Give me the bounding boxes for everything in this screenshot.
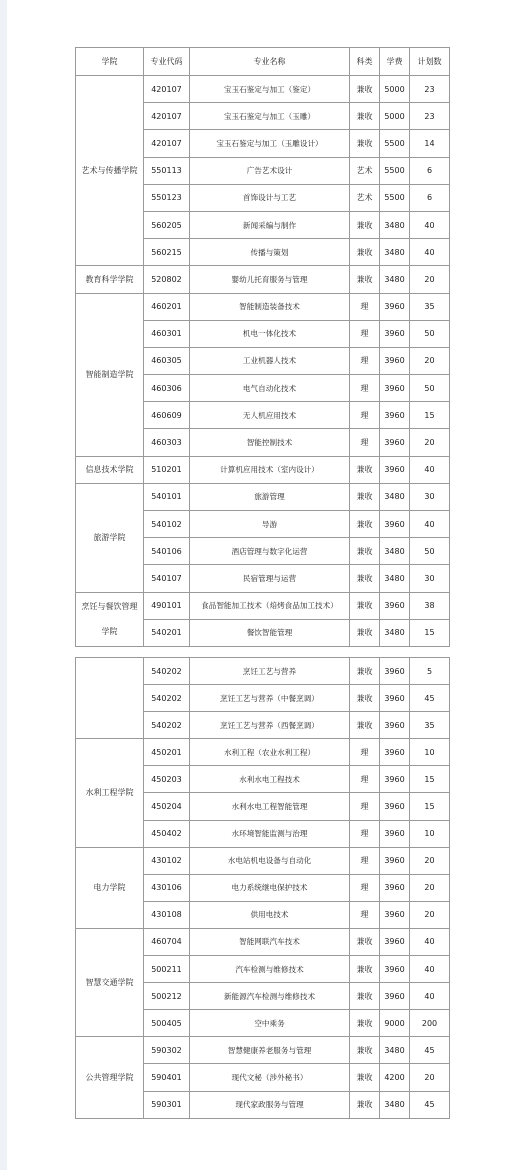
major-code-cell: 460609 (144, 402, 190, 429)
major-name-cell: 电力系统继电保护技术 (190, 874, 350, 901)
plan-count-cell: 40 (410, 956, 450, 983)
major-name-cell: 现代文秘（涉外秘书） (190, 1064, 350, 1091)
major-code-cell: 520802 (144, 266, 190, 293)
college-cell: 信息技术学院 (76, 456, 144, 483)
subject-type-cell: 兼收 (350, 983, 380, 1010)
subject-type-cell: 兼收 (350, 658, 380, 685)
subject-type-cell: 理 (350, 766, 380, 793)
table-row (76, 1037, 450, 1064)
major-code-cell: 590401 (144, 1064, 190, 1091)
major-name-cell: 新闻采编与制作 (190, 211, 350, 238)
major-code-cell: 540106 (144, 538, 190, 565)
tuition-cell: 5500 (380, 157, 410, 184)
major-name-cell: 首饰设计与工艺 (190, 184, 350, 211)
table-row (76, 266, 450, 293)
plan-count-cell: 40 (410, 456, 450, 483)
subject-type-cell: 理 (350, 429, 380, 456)
major-name-cell: 酒店管理与数字化运营 (190, 538, 350, 565)
plan-count-cell: 45 (410, 1037, 450, 1064)
college-cell: 电力学院 (76, 847, 144, 928)
major-name-cell: 电气自动化技术 (190, 375, 350, 402)
header-tuition: 学费 (380, 48, 410, 76)
plan-count-cell: 20 (410, 901, 450, 928)
subject-type-cell: 理 (350, 793, 380, 820)
table-row (76, 658, 450, 685)
tuition-cell: 3960 (380, 402, 410, 429)
subject-type-cell: 兼收 (350, 76, 380, 103)
major-code-cell: 560215 (144, 239, 190, 266)
tuition-cell: 5000 (380, 103, 410, 130)
tuition-cell: 5500 (380, 130, 410, 157)
major-name-cell: 水环境智能监测与治理 (190, 820, 350, 847)
subject-type-cell: 兼收 (350, 685, 380, 712)
college-cell: 烹饪与餐饮管理学院 (76, 592, 144, 646)
tuition-cell: 3960 (380, 375, 410, 402)
header-subject-type: 科类 (350, 48, 380, 76)
subject-type-cell: 理 (350, 347, 380, 374)
plan-count-cell: 20 (410, 1064, 450, 1091)
subject-type-cell: 艺术 (350, 184, 380, 211)
plan-count-cell: 40 (410, 211, 450, 238)
tuition-cell: 3960 (380, 983, 410, 1010)
major-code-cell: 460305 (144, 347, 190, 374)
major-code-cell: 450201 (144, 739, 190, 766)
major-name-cell: 餐饮智能管理 (190, 619, 350, 646)
plan-count-cell: 5 (410, 658, 450, 685)
subject-type-cell: 兼收 (350, 1010, 380, 1037)
major-code-cell: 540202 (144, 685, 190, 712)
major-code-cell: 540101 (144, 483, 190, 510)
tuition-cell: 3960 (380, 293, 410, 320)
tuition-cell: 3480 (380, 565, 410, 592)
tuition-cell: 3480 (380, 239, 410, 266)
major-name-cell: 供用电技术 (190, 901, 350, 928)
major-name-cell: 机电一体化技术 (190, 320, 350, 347)
major-code-cell: 430102 (144, 847, 190, 874)
major-code-cell: 450402 (144, 820, 190, 847)
college-cell (76, 658, 144, 739)
tuition-cell: 5000 (380, 76, 410, 103)
major-code-cell: 490101 (144, 592, 190, 619)
major-code-cell: 500405 (144, 1010, 190, 1037)
college-cell: 智慧交通学院 (76, 928, 144, 1036)
subject-type-cell: 兼收 (350, 592, 380, 619)
tuition-cell: 3960 (380, 739, 410, 766)
subject-type-cell: 兼收 (350, 211, 380, 238)
subject-type-cell: 兼收 (350, 239, 380, 266)
major-code-cell: 420107 (144, 76, 190, 103)
tuition-cell: 3960 (380, 592, 410, 619)
major-name-cell: 广告艺术设计 (190, 157, 350, 184)
enrollment-table-part-2 (75, 657, 450, 1119)
plan-count-cell: 15 (410, 766, 450, 793)
subject-type-cell: 理 (350, 847, 380, 874)
table-row (76, 76, 450, 103)
plan-count-cell: 6 (410, 184, 450, 211)
tuition-cell: 3480 (380, 211, 410, 238)
major-name-cell: 智能制造装备技术 (190, 293, 350, 320)
plan-count-cell: 23 (410, 103, 450, 130)
college-cell: 公共管理学院 (76, 1037, 144, 1118)
subject-type-cell: 兼收 (350, 956, 380, 983)
tuition-cell: 3960 (380, 901, 410, 928)
tuition-cell: 3960 (380, 658, 410, 685)
major-code-cell: 540202 (144, 712, 190, 739)
subject-type-cell: 理 (350, 320, 380, 347)
plan-count-cell: 35 (410, 712, 450, 739)
major-code-cell: 550123 (144, 184, 190, 211)
plan-count-cell: 50 (410, 538, 450, 565)
plan-count-cell: 20 (410, 429, 450, 456)
major-name-cell: 烹饪工艺与营养（中餐烹调） (190, 685, 350, 712)
plan-count-cell: 35 (410, 293, 450, 320)
major-code-cell: 550113 (144, 157, 190, 184)
major-code-cell: 450204 (144, 793, 190, 820)
subject-type-cell: 兼收 (350, 1091, 380, 1118)
major-name-cell: 民宿管理与运营 (190, 565, 350, 592)
major-code-cell: 590302 (144, 1037, 190, 1064)
tuition-cell: 3960 (380, 712, 410, 739)
major-name-cell: 智能网联汽车技术 (190, 928, 350, 955)
tuition-cell: 9000 (380, 1010, 410, 1037)
tuition-cell: 3960 (380, 347, 410, 374)
tuition-cell: 3960 (380, 874, 410, 901)
major-name-cell: 宝玉石鉴定与加工（玉雕设计） (190, 130, 350, 157)
major-name-cell: 旅游管理 (190, 483, 350, 510)
plan-count-cell: 20 (410, 874, 450, 901)
major-name-cell: 计算机应用技术（室内设计） (190, 456, 350, 483)
header-major-name: 专业名称 (190, 48, 350, 76)
tuition-cell: 3960 (380, 429, 410, 456)
tuition-cell: 3480 (380, 619, 410, 646)
major-name-cell: 烹饪工艺与营养 (190, 658, 350, 685)
tuition-cell: 3480 (380, 483, 410, 510)
plan-count-cell: 50 (410, 375, 450, 402)
subject-type-cell: 兼收 (350, 565, 380, 592)
major-name-cell: 新能源汽车检测与维修技术 (190, 983, 350, 1010)
tuition-cell: 3480 (380, 266, 410, 293)
major-name-cell: 导游 (190, 511, 350, 538)
major-name-cell: 工业机器人技术 (190, 347, 350, 374)
table-header-row (76, 48, 450, 76)
table-row (76, 928, 450, 955)
plan-count-cell: 23 (410, 76, 450, 103)
tuition-cell: 3960 (380, 847, 410, 874)
plan-count-cell: 30 (410, 483, 450, 510)
plan-count-cell: 40 (410, 511, 450, 538)
tuition-cell: 3960 (380, 685, 410, 712)
major-code-cell: 460301 (144, 320, 190, 347)
major-code-cell: 460201 (144, 293, 190, 320)
major-name-cell: 无人机应用技术 (190, 402, 350, 429)
plan-count-cell: 10 (410, 820, 450, 847)
tuition-cell: 4200 (380, 1064, 410, 1091)
subject-type-cell: 理 (350, 820, 380, 847)
table-row (76, 293, 450, 320)
major-code-cell: 590301 (144, 1091, 190, 1118)
subject-type-cell: 兼收 (350, 538, 380, 565)
tuition-cell: 3960 (380, 928, 410, 955)
subject-type-cell: 兼收 (350, 619, 380, 646)
major-code-cell: 460306 (144, 375, 190, 402)
subject-type-cell: 兼收 (350, 712, 380, 739)
header-major-code: 专业代码 (144, 48, 190, 76)
major-name-cell: 食品智能加工技术（焙烤食品加工技术） (190, 592, 350, 619)
major-code-cell: 460303 (144, 429, 190, 456)
enrollment-table-part-1 (75, 47, 450, 647)
tuition-cell: 3960 (380, 956, 410, 983)
major-name-cell: 传播与策划 (190, 239, 350, 266)
subject-type-cell: 艺术 (350, 157, 380, 184)
subject-type-cell: 理 (350, 293, 380, 320)
subject-type-cell: 兼收 (350, 130, 380, 157)
subject-type-cell: 兼收 (350, 483, 380, 510)
table-row (76, 739, 450, 766)
major-code-cell: 430106 (144, 874, 190, 901)
tuition-cell: 3960 (380, 511, 410, 538)
major-name-cell: 水利水电工程智能管理 (190, 793, 350, 820)
tuition-cell: 3960 (380, 320, 410, 347)
tuition-cell: 3480 (380, 1091, 410, 1118)
left-edge-strip (0, 0, 7, 1170)
plan-count-cell: 200 (410, 1010, 450, 1037)
subject-type-cell: 理 (350, 874, 380, 901)
table-row (76, 847, 450, 874)
plan-count-cell: 6 (410, 157, 450, 184)
major-code-cell: 420107 (144, 130, 190, 157)
plan-count-cell: 10 (410, 739, 450, 766)
table-row (76, 592, 450, 619)
tuition-cell: 3960 (380, 456, 410, 483)
major-name-cell: 智能控制技术 (190, 429, 350, 456)
major-name-cell: 空中乘务 (190, 1010, 350, 1037)
major-code-cell: 540201 (144, 619, 190, 646)
subject-type-cell: 兼收 (350, 103, 380, 130)
plan-count-cell: 20 (410, 266, 450, 293)
plan-count-cell: 45 (410, 1091, 450, 1118)
plan-count-cell: 15 (410, 402, 450, 429)
tuition-cell: 3480 (380, 538, 410, 565)
plan-count-cell: 20 (410, 347, 450, 374)
table-row (76, 483, 450, 510)
college-cell: 旅游学院 (76, 483, 144, 592)
subject-type-cell: 兼收 (350, 1064, 380, 1091)
major-code-cell: 540202 (144, 658, 190, 685)
subject-type-cell: 理 (350, 375, 380, 402)
subject-type-cell: 兼收 (350, 511, 380, 538)
major-name-cell: 水电站机电设备与自动化 (190, 847, 350, 874)
tuition-cell: 5500 (380, 184, 410, 211)
plan-count-cell: 40 (410, 928, 450, 955)
college-cell: 艺术与传播学院 (76, 76, 144, 266)
college-cell: 教育科学学院 (76, 266, 144, 293)
plan-count-cell: 15 (410, 619, 450, 646)
major-code-cell: 560205 (144, 211, 190, 238)
major-code-cell: 460704 (144, 928, 190, 955)
major-code-cell: 500212 (144, 983, 190, 1010)
plan-count-cell: 45 (410, 685, 450, 712)
major-code-cell: 540107 (144, 565, 190, 592)
subject-type-cell: 兼收 (350, 266, 380, 293)
plan-count-cell: 14 (410, 130, 450, 157)
subject-type-cell: 理 (350, 402, 380, 429)
subject-type-cell: 兼收 (350, 928, 380, 955)
plan-count-cell: 40 (410, 983, 450, 1010)
major-name-cell: 现代家政服务与管理 (190, 1091, 350, 1118)
tuition-cell: 3480 (380, 1037, 410, 1064)
subject-type-cell: 理 (350, 901, 380, 928)
major-name-cell: 婴幼儿托育服务与管理 (190, 266, 350, 293)
plan-count-cell: 15 (410, 793, 450, 820)
major-code-cell: 510201 (144, 456, 190, 483)
major-name-cell: 智慧健康养老服务与管理 (190, 1037, 350, 1064)
major-name-cell: 水利工程（农业水利工程） (190, 739, 350, 766)
plan-count-cell: 38 (410, 592, 450, 619)
major-name-cell: 水利水电工程技术 (190, 766, 350, 793)
major-code-cell: 430108 (144, 901, 190, 928)
major-name-cell: 宝玉石鉴定与加工（玉雕） (190, 103, 350, 130)
plan-count-cell: 50 (410, 320, 450, 347)
tuition-cell: 3960 (380, 766, 410, 793)
major-name-cell: 宝玉石鉴定与加工（鉴定） (190, 76, 350, 103)
tuition-cell: 3960 (380, 793, 410, 820)
major-code-cell: 450203 (144, 766, 190, 793)
header-college: 学院 (76, 48, 144, 76)
major-code-cell: 540102 (144, 511, 190, 538)
subject-type-cell: 理 (350, 739, 380, 766)
plan-count-cell: 30 (410, 565, 450, 592)
major-name-cell: 烹饪工艺与营养（西餐烹调） (190, 712, 350, 739)
plan-count-cell: 40 (410, 239, 450, 266)
tuition-cell: 3960 (380, 820, 410, 847)
college-cell: 水利工程学院 (76, 739, 144, 847)
plan-count-cell: 20 (410, 847, 450, 874)
major-name-cell: 汽车检测与维修技术 (190, 956, 350, 983)
subject-type-cell: 兼收 (350, 456, 380, 483)
major-code-cell: 420107 (144, 103, 190, 130)
college-cell: 智能制造学院 (76, 293, 144, 456)
header-plan-count: 计划数 (410, 48, 450, 76)
subject-type-cell: 兼收 (350, 1037, 380, 1064)
table-row (76, 456, 450, 483)
major-code-cell: 500211 (144, 956, 190, 983)
